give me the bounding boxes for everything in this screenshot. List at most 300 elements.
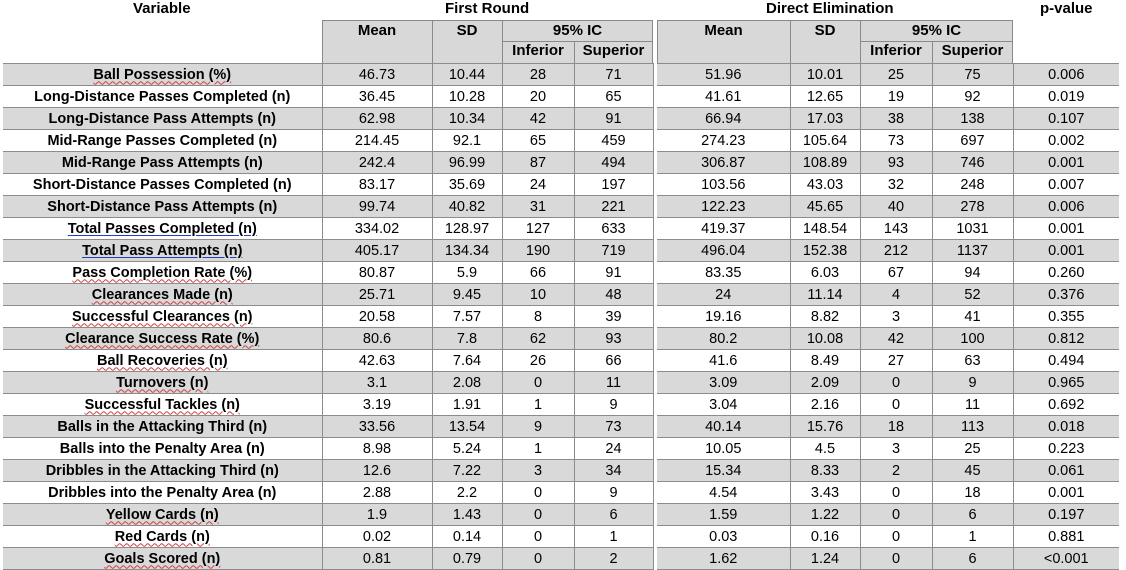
- cell-de-mean: 51.96: [657, 64, 790, 86]
- cell-de-mean: 83.35: [657, 262, 790, 284]
- table-row: [3, 482, 1119, 504]
- table-row: [3, 548, 1119, 570]
- cell-p-value: 0.006: [1013, 196, 1119, 218]
- table-row: [3, 218, 1119, 240]
- cell-de-sd: 45.65: [790, 196, 860, 218]
- cell-p-value: 0.692: [1013, 394, 1119, 416]
- cell-fr-mean: 80.87: [322, 262, 432, 284]
- cell-de-superior: 746: [932, 152, 1013, 174]
- cell-fr-inferior: 9: [502, 416, 574, 438]
- cell-p-value: 0.018: [1013, 416, 1119, 438]
- cell-fr-superior: 48: [574, 284, 653, 306]
- cell-fr-sd: 96.99: [432, 152, 502, 174]
- variable-label: Red Cards (n): [114, 528, 210, 545]
- cell-de-inferior: 4: [860, 284, 932, 306]
- table-row: [3, 64, 1119, 86]
- cell-fr-sd: 7.64: [432, 350, 502, 372]
- cell-de-superior: 11: [932, 394, 1013, 416]
- cell-variable: [3, 460, 322, 482]
- cell-de-sd: 105.64: [790, 130, 860, 152]
- cell-de-superior: 94: [932, 262, 1013, 284]
- cell-de-mean: 274.23: [657, 130, 790, 152]
- cell-fr-sd: 92.1: [432, 130, 502, 152]
- cell-fr-inferior: 65: [502, 130, 574, 152]
- cell-de-mean: 66.94: [657, 108, 790, 130]
- header-p-value: p-value: [1040, 0, 1093, 17]
- cell-fr-sd: 0.14: [432, 526, 502, 548]
- cell-de-sd: 4.5: [790, 438, 860, 460]
- cell-p-value: 0.001: [1013, 152, 1119, 174]
- cell-variable: [3, 240, 322, 262]
- cell-fr-sd: 7.8: [432, 328, 502, 350]
- cell-de-mean: 103.56: [657, 174, 790, 196]
- cell-fr-mean: 0.81: [322, 548, 432, 570]
- table-body: [3, 64, 1119, 570]
- cell-fr-superior: 719: [574, 240, 653, 262]
- table-row: [3, 108, 1119, 130]
- cell-fr-inferior: 0: [502, 526, 574, 548]
- cell-fr-mean: 12.6: [322, 460, 432, 482]
- cell-de-sd: 1.24: [790, 548, 860, 570]
- cell-fr-superior: 91: [574, 108, 653, 130]
- cell-p-value: 0.376: [1013, 284, 1119, 306]
- cell-de-sd: 152.38: [790, 240, 860, 262]
- cell-variable: [3, 174, 322, 196]
- cell-fr-mean: 214.45: [322, 130, 432, 152]
- cell-fr-superior: 24: [574, 438, 653, 460]
- subheader-fr-superior: Superior: [582, 42, 645, 59]
- cell-de-superior: 6: [932, 504, 1013, 526]
- cell-de-sd: 0.16: [790, 526, 860, 548]
- cell-p-value: 0.812: [1013, 328, 1119, 350]
- cell-variable: [3, 328, 322, 350]
- cell-fr-superior: 459: [574, 130, 653, 152]
- cell-fr-superior: 66: [574, 350, 653, 372]
- cell-fr-superior: 494: [574, 152, 653, 174]
- cell-de-sd: 10.01: [790, 64, 860, 86]
- cell-de-superior: 41: [932, 306, 1013, 328]
- subheader-de-mean: Mean: [704, 22, 743, 39]
- subheader-fr-ci: 95% IC: [552, 22, 603, 39]
- cell-fr-mean: 3.1: [322, 372, 432, 394]
- cell-variable: [3, 350, 322, 372]
- cell-fr-inferior: 1: [502, 394, 574, 416]
- variable-label: Balls in the Attacking Third (n): [57, 418, 268, 435]
- cell-de-superior: 52: [932, 284, 1013, 306]
- cell-de-superior: 100: [932, 328, 1013, 350]
- cell-fr-mean: 3.19: [322, 394, 432, 416]
- cell-variable: [3, 86, 322, 108]
- cell-fr-mean: 33.56: [322, 416, 432, 438]
- cell-fr-mean: 36.45: [322, 86, 432, 108]
- cell-de-superior: 1: [932, 526, 1013, 548]
- cell-de-superior: 138: [932, 108, 1013, 130]
- cell-fr-inferior: 28: [502, 64, 574, 86]
- cell-de-mean: 10.05: [657, 438, 790, 460]
- cell-de-sd: 43.03: [790, 174, 860, 196]
- cell-de-superior: 63: [932, 350, 1013, 372]
- cell-variable: [3, 218, 322, 240]
- cell-fr-superior: 2: [574, 548, 653, 570]
- cell-fr-sd: 128.97: [432, 218, 502, 240]
- cell-fr-inferior: 0: [502, 482, 574, 504]
- table-row: [3, 328, 1119, 350]
- cell-p-value: 0.107: [1013, 108, 1119, 130]
- cell-fr-inferior: 42: [502, 108, 574, 130]
- variable-label: Successful Tackles (n): [84, 396, 240, 413]
- cell-fr-superior: 633: [574, 218, 653, 240]
- cell-fr-inferior: 127: [502, 218, 574, 240]
- cell-fr-sd: 35.69: [432, 174, 502, 196]
- header-first-round: First Round: [445, 0, 530, 17]
- cell-variable: [3, 152, 322, 174]
- cell-de-superior: 6: [932, 548, 1013, 570]
- table-row: [3, 240, 1119, 262]
- cell-de-inferior: 3: [860, 306, 932, 328]
- cell-de-mean: 4.54: [657, 482, 790, 504]
- cell-fr-mean: 99.74: [322, 196, 432, 218]
- cell-de-inferior: 25: [860, 64, 932, 86]
- cell-variable: [3, 284, 322, 306]
- cell-de-mean: 419.37: [657, 218, 790, 240]
- cell-variable: [3, 548, 322, 570]
- cell-p-value: 0.001: [1013, 240, 1119, 262]
- variable-label: Balls into the Penalty Area (n): [59, 440, 265, 457]
- cell-de-superior: 75: [932, 64, 1013, 86]
- data-table: [3, 63, 1119, 570]
- variable-label: Successful Clearances (n): [71, 308, 253, 325]
- cell-fr-mean: 25.71: [322, 284, 432, 306]
- cell-fr-mean: 1.9: [322, 504, 432, 526]
- header-variable: Variable: [133, 0, 191, 17]
- cell-de-inferior: 19: [860, 86, 932, 108]
- cell-p-value: 0.002: [1013, 130, 1119, 152]
- cell-de-mean: 306.87: [657, 152, 790, 174]
- cell-fr-sd: 2.08: [432, 372, 502, 394]
- cell-variable: [3, 196, 322, 218]
- cell-fr-mean: 46.73: [322, 64, 432, 86]
- cell-p-value: 0.001: [1013, 482, 1119, 504]
- variable-label: Ball Possession (%): [93, 66, 232, 83]
- subheader-de-ci: 95% IC: [911, 22, 962, 39]
- cell-de-mean: 80.2: [657, 328, 790, 350]
- cell-p-value: 0.260: [1013, 262, 1119, 284]
- table-row: [3, 526, 1119, 548]
- cell-de-mean: 1.59: [657, 504, 790, 526]
- cell-de-superior: 9: [932, 372, 1013, 394]
- cell-de-inferior: 67: [860, 262, 932, 284]
- cell-variable: [3, 130, 322, 152]
- cell-de-inferior: 3: [860, 438, 932, 460]
- cell-de-sd: 11.14: [790, 284, 860, 306]
- cell-de-inferior: 0: [860, 504, 932, 526]
- cell-fr-inferior: 20: [502, 86, 574, 108]
- subheader-fr-mean: Mean: [357, 22, 397, 39]
- cell-fr-sd: 10.44: [432, 64, 502, 86]
- cell-de-inferior: 73: [860, 130, 932, 152]
- cell-de-sd: 108.89: [790, 152, 860, 174]
- variable-label: Turnovers (n): [116, 374, 209, 391]
- cell-variable: [3, 394, 322, 416]
- divider-fr-3: [574, 42, 575, 64]
- cell-variable: [3, 306, 322, 328]
- cell-fr-sd: 9.45: [432, 284, 502, 306]
- table-row: [3, 350, 1119, 372]
- cell-fr-mean: 42.63: [322, 350, 432, 372]
- variable-label: Goals Scored (n): [104, 550, 221, 567]
- cell-fr-mean: 20.58: [322, 306, 432, 328]
- cell-fr-mean: 2.88: [322, 482, 432, 504]
- variable-label: Total Pass Attempts (n): [82, 242, 243, 259]
- cell-de-superior: 248: [932, 174, 1013, 196]
- cell-fr-superior: 73: [574, 416, 653, 438]
- cell-variable: [3, 108, 322, 130]
- cell-fr-sd: 2.2: [432, 482, 502, 504]
- cell-fr-inferior: 31: [502, 196, 574, 218]
- cell-fr-sd: 1.91: [432, 394, 502, 416]
- cell-de-inferior: 143: [860, 218, 932, 240]
- cell-fr-inferior: 26: [502, 350, 574, 372]
- cell-p-value: 0.223: [1013, 438, 1119, 460]
- table-row: [3, 196, 1119, 218]
- cell-de-sd: 15.76: [790, 416, 860, 438]
- cell-fr-superior: 65: [574, 86, 653, 108]
- cell-p-value: 0.019: [1013, 86, 1119, 108]
- cell-de-superior: 1137: [932, 240, 1013, 262]
- table-row: [3, 504, 1119, 526]
- cell-de-mean: 19.16: [657, 306, 790, 328]
- cell-de-sd: 12.65: [790, 86, 860, 108]
- cell-variable: [3, 416, 322, 438]
- cell-fr-inferior: 66: [502, 262, 574, 284]
- divider-fr-1: [432, 20, 433, 64]
- cell-de-sd: 148.54: [790, 218, 860, 240]
- subheader-fr-inferior: Inferior: [512, 42, 564, 59]
- cell-de-mean: 3.09: [657, 372, 790, 394]
- cell-fr-sd: 0.79: [432, 548, 502, 570]
- cell-de-inferior: 18: [860, 416, 932, 438]
- variable-label: Yellow Cards (n): [105, 506, 219, 523]
- cell-de-mean: 41.61: [657, 86, 790, 108]
- divider-de-1: [790, 20, 791, 64]
- cell-de-mean: 3.04: [657, 394, 790, 416]
- cell-de-inferior: 40: [860, 196, 932, 218]
- cell-de-superior: 92: [932, 86, 1013, 108]
- cell-de-sd: 6.03: [790, 262, 860, 284]
- cell-fr-superior: 39: [574, 306, 653, 328]
- cell-de-sd: 2.09: [790, 372, 860, 394]
- cell-fr-sd: 7.57: [432, 306, 502, 328]
- table-row: [3, 460, 1119, 482]
- cell-fr-inferior: 10: [502, 284, 574, 306]
- variable-label: Dribbles into the Penalty Area (n): [48, 484, 277, 501]
- variable-label: Long-Distance Passes Completed (n): [34, 88, 291, 105]
- cell-de-superior: 697: [932, 130, 1013, 152]
- table-row: [3, 284, 1119, 306]
- cell-de-inferior: 0: [860, 548, 932, 570]
- cell-fr-superior: 221: [574, 196, 653, 218]
- cell-de-inferior: 212: [860, 240, 932, 262]
- cell-fr-mean: 80.6: [322, 328, 432, 350]
- cell-fr-mean: 83.17: [322, 174, 432, 196]
- cell-de-mean: 15.34: [657, 460, 790, 482]
- divider-fr-2: [502, 20, 503, 64]
- cell-de-superior: 1031: [932, 218, 1013, 240]
- variable-label: Mid-Range Pass Attempts (n): [61, 154, 263, 171]
- subheader-fr-sd: SD: [456, 22, 478, 39]
- cell-variable: [3, 64, 322, 86]
- divider-de-3: [932, 42, 933, 64]
- variable-label: Mid-Range Passes Completed (n): [47, 132, 278, 149]
- cell-p-value: 0.494: [1013, 350, 1119, 372]
- cell-variable: [3, 482, 322, 504]
- cell-de-inferior: 38: [860, 108, 932, 130]
- table-row: [3, 152, 1119, 174]
- cell-fr-inferior: 190: [502, 240, 574, 262]
- cell-fr-superior: 91: [574, 262, 653, 284]
- cell-de-sd: 8.33: [790, 460, 860, 482]
- cell-p-value: 0.965: [1013, 372, 1119, 394]
- cell-de-inferior: 32: [860, 174, 932, 196]
- cell-fr-superior: 9: [574, 394, 653, 416]
- cell-de-inferior: 2: [860, 460, 932, 482]
- cell-p-value: 0.001: [1013, 218, 1119, 240]
- cell-de-mean: 122.23: [657, 196, 790, 218]
- divider-de-h: [860, 41, 1013, 42]
- cell-de-inferior: 42: [860, 328, 932, 350]
- cell-fr-superior: 9: [574, 482, 653, 504]
- cell-variable: [3, 526, 322, 548]
- cell-fr-sd: 134.34: [432, 240, 502, 262]
- cell-fr-sd: 10.34: [432, 108, 502, 130]
- cell-fr-mean: 8.98: [322, 438, 432, 460]
- cell-fr-superior: 197: [574, 174, 653, 196]
- cell-de-superior: 45: [932, 460, 1013, 482]
- cell-de-sd: 10.08: [790, 328, 860, 350]
- table-row: [3, 262, 1119, 284]
- cell-de-inferior: 0: [860, 372, 932, 394]
- cell-fr-sd: 5.24: [432, 438, 502, 460]
- cell-fr-superior: 11: [574, 372, 653, 394]
- cell-fr-superior: 1: [574, 526, 653, 548]
- cell-fr-sd: 5.9: [432, 262, 502, 284]
- variable-label: Dribbles in the Attacking Third (n): [45, 462, 279, 479]
- cell-fr-inferior: 3: [502, 460, 574, 482]
- table-row: [3, 438, 1119, 460]
- cell-de-mean: 1.62: [657, 548, 790, 570]
- cell-de-sd: 8.49: [790, 350, 860, 372]
- cell-fr-sd: 40.82: [432, 196, 502, 218]
- cell-de-mean: 24: [657, 284, 790, 306]
- cell-de-mean: 40.14: [657, 416, 790, 438]
- cell-variable: [3, 372, 322, 394]
- cell-de-sd: 8.82: [790, 306, 860, 328]
- table-row: [3, 86, 1119, 108]
- cell-de-sd: 3.43: [790, 482, 860, 504]
- cell-p-value: 0.006: [1013, 64, 1119, 86]
- cell-de-sd: 17.03: [790, 108, 860, 130]
- cell-p-value: 0.355: [1013, 306, 1119, 328]
- cell-fr-inferior: 0: [502, 372, 574, 394]
- subheader-de-superior: Superior: [941, 42, 1004, 59]
- cell-de-sd: 1.22: [790, 504, 860, 526]
- cell-fr-superior: 93: [574, 328, 653, 350]
- cell-fr-inferior: 0: [502, 548, 574, 570]
- variable-label: Short-Distance Passes Completed (n): [32, 176, 292, 193]
- cell-de-superior: 278: [932, 196, 1013, 218]
- subheader-de-sd: SD: [814, 22, 836, 39]
- cell-de-superior: 25: [932, 438, 1013, 460]
- cell-fr-superior: 34: [574, 460, 653, 482]
- cell-fr-mean: 405.17: [322, 240, 432, 262]
- header-direct-elimination: Direct Elimination: [766, 0, 894, 17]
- variable-label: Clearances Made (n): [91, 286, 233, 303]
- cell-variable: [3, 504, 322, 526]
- table-row: [3, 372, 1119, 394]
- cell-p-value: 0.061: [1013, 460, 1119, 482]
- subheader-de-inferior: Inferior: [870, 42, 922, 59]
- table-row: [3, 394, 1119, 416]
- cell-fr-inferior: 87: [502, 152, 574, 174]
- cell-fr-inferior: 8: [502, 306, 574, 328]
- cell-de-inferior: 0: [860, 394, 932, 416]
- cell-fr-mean: 242.4: [322, 152, 432, 174]
- variable-label: Total Passes Completed (n): [67, 220, 257, 237]
- divider-fr-h: [502, 41, 653, 42]
- cell-fr-inferior: 1: [502, 438, 574, 460]
- cell-fr-superior: 71: [574, 64, 653, 86]
- cell-fr-sd: 7.22: [432, 460, 502, 482]
- cell-de-mean: 496.04: [657, 240, 790, 262]
- table-row: [3, 306, 1119, 328]
- cell-fr-mean: 0.02: [322, 526, 432, 548]
- cell-de-superior: 113: [932, 416, 1013, 438]
- cell-p-value: 0.007: [1013, 174, 1119, 196]
- variable-label: Ball Recoveries (n): [96, 352, 228, 369]
- variable-label: Short-Distance Pass Attempts (n): [47, 198, 278, 215]
- cell-de-mean: 0.03: [657, 526, 790, 548]
- cell-de-sd: 2.16: [790, 394, 860, 416]
- cell-fr-inferior: 0: [502, 504, 574, 526]
- cell-de-mean: 41.6: [657, 350, 790, 372]
- variable-label: Long-Distance Pass Attempts (n): [48, 110, 276, 127]
- divider-de-2: [860, 20, 861, 64]
- cell-variable: [3, 438, 322, 460]
- cell-p-value: <0.001: [1013, 548, 1119, 570]
- cell-fr-inferior: 62: [502, 328, 574, 350]
- cell-fr-superior: 6: [574, 504, 653, 526]
- cell-fr-inferior: 24: [502, 174, 574, 196]
- cell-fr-sd: 1.43: [432, 504, 502, 526]
- cell-de-inferior: 93: [860, 152, 932, 174]
- cell-p-value: 0.197: [1013, 504, 1119, 526]
- cell-fr-sd: 13.54: [432, 416, 502, 438]
- table-row: [3, 416, 1119, 438]
- cell-variable: [3, 262, 322, 284]
- cell-fr-sd: 10.28: [432, 86, 502, 108]
- cell-fr-mean: 62.98: [322, 108, 432, 130]
- variable-label: Clearance Success Rate (%): [65, 330, 260, 347]
- cell-p-value: 0.881: [1013, 526, 1119, 548]
- cell-de-inferior: 27: [860, 350, 932, 372]
- table-row: [3, 130, 1119, 152]
- cell-fr-mean: 334.02: [322, 218, 432, 240]
- cell-de-superior: 18: [932, 482, 1013, 504]
- table-row: [3, 174, 1119, 196]
- variable-label: Pass Completion Rate (%): [72, 264, 253, 281]
- cell-de-inferior: 0: [860, 482, 932, 504]
- cell-de-inferior: 0: [860, 526, 932, 548]
